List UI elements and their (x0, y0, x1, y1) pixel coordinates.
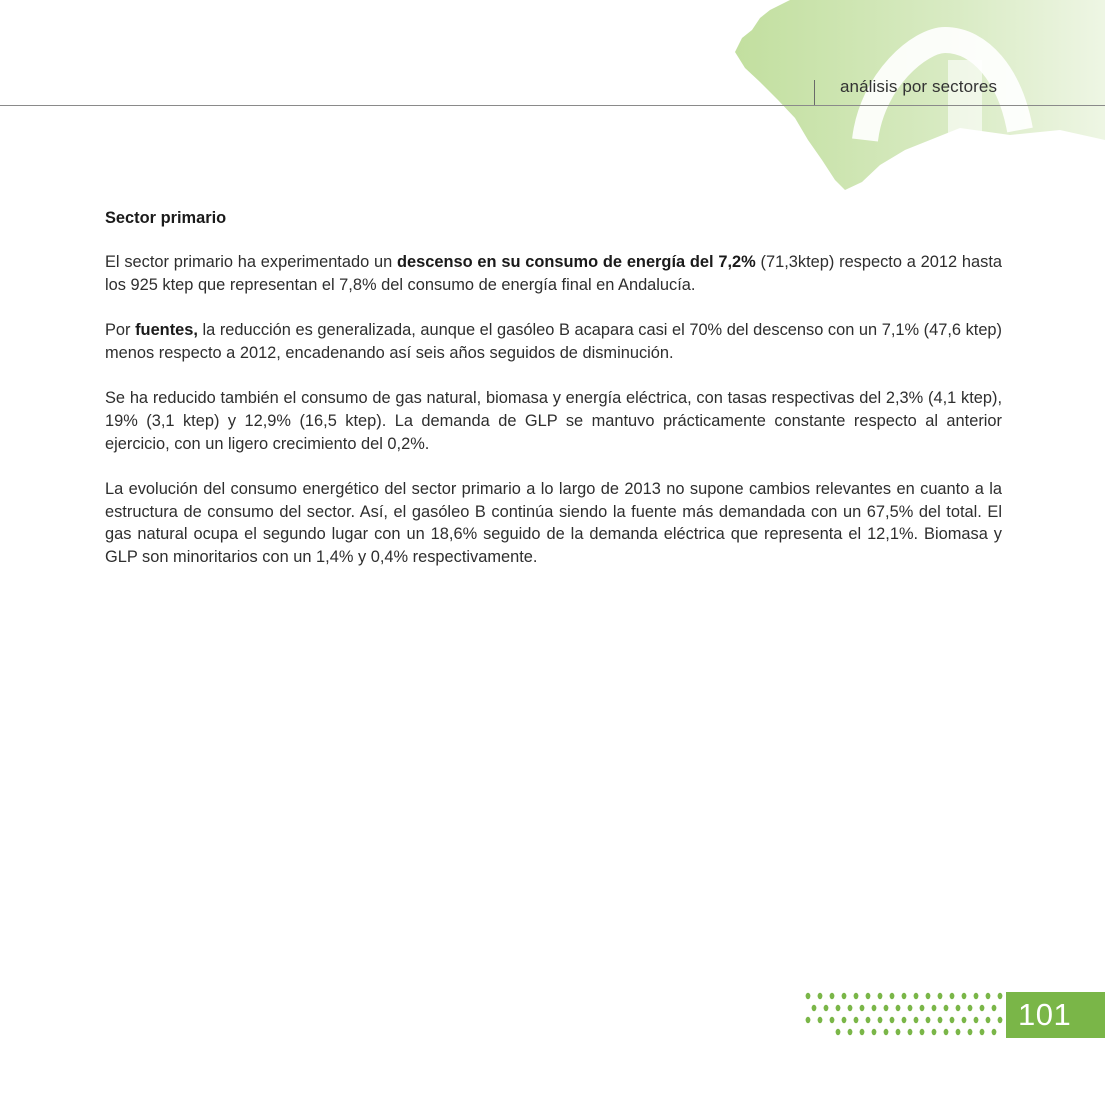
pattern-dot (872, 1029, 877, 1035)
pattern-dot (986, 1017, 991, 1023)
pattern-dot (956, 1029, 961, 1035)
pattern-dot (830, 1017, 835, 1023)
pattern-dot (902, 1017, 907, 1023)
pattern-dot (848, 1029, 853, 1035)
pattern-dot (956, 1005, 961, 1011)
pattern-dot (896, 1029, 901, 1035)
pattern-dot (968, 1005, 973, 1011)
pattern-dot (884, 1005, 889, 1011)
pattern-dot (926, 1017, 931, 1023)
pattern-dot (908, 1029, 913, 1035)
pattern-dot (944, 1029, 949, 1035)
pattern-dot (854, 993, 859, 999)
pattern-dot (860, 1005, 865, 1011)
pattern-dot (824, 1005, 829, 1011)
pattern-dot (926, 993, 931, 999)
pattern-dot (908, 1005, 913, 1011)
pattern-dot (848, 1005, 853, 1011)
pattern-dot (812, 1005, 817, 1011)
pattern-dot (974, 993, 979, 999)
pattern-dot (986, 993, 991, 999)
pattern-dot (992, 1005, 997, 1011)
pattern-dot (818, 1017, 823, 1023)
pattern-dot (914, 1017, 919, 1023)
pattern-dot (818, 993, 823, 999)
pattern-dot (896, 1005, 901, 1011)
pattern-dot (980, 1005, 985, 1011)
pattern-dot (980, 1029, 985, 1035)
pattern-dot (884, 1029, 889, 1035)
section-heading: Sector primario (105, 209, 227, 227)
pattern-dot (944, 1005, 949, 1011)
pattern-dot (992, 1029, 997, 1035)
pattern-dot (872, 1005, 877, 1011)
pattern-dot (866, 993, 871, 999)
pattern-dot (968, 1029, 973, 1035)
paragraph-3: Se ha reducido también el consumo de gas natural, biomasa y energía eléctrica, con tasas respectivas del 2,3% (4,1 ktep), 19% (3,1 ktep) y 12,9% (16,5 ktep). La demanda de GLP se mantuvo prácticamente constante respecto al anterior ejercicio, con un ligero crecimiento del 0,2%. (105, 389, 1002, 453)
emphasis-sources: fuentes, (135, 321, 198, 340)
pattern-dot (920, 1005, 925, 1011)
section-label: análisis por sectores (840, 77, 998, 96)
region-map-icon (0, 0, 1105, 200)
pattern-dot (938, 1017, 943, 1023)
emphasis-decline: descenso en su consumo de energía del 7,2% (397, 253, 756, 271)
pattern-dot (878, 993, 883, 999)
pattern-dot (920, 1029, 925, 1035)
pattern-dot (890, 1017, 895, 1023)
pattern-dot (902, 993, 907, 999)
pattern-dot (938, 993, 943, 999)
pattern-dot (932, 1029, 937, 1035)
pattern-dot (842, 1017, 847, 1023)
pattern-dot (974, 1017, 979, 1023)
pattern-dot (830, 993, 835, 999)
pattern-dot (950, 1017, 955, 1023)
pattern-dot (866, 1017, 871, 1023)
paragraph-4: La evolución del consumo energético del sector primario a lo largo de 2013 no supone cambios relevantes en cuanto a la estructura de consumo del sector. Así, el gasóleo B continúa siendo la fuente más demandada con un 67,5% del total. El gas natural ocupa el segundo lugar con un 18,6% seguido de la demanda eléctrica que representa el 12,1%. Biomasa y GLP son minoritarios con un 1,4% y 0,4% respectivamente. (105, 480, 1002, 566)
article-body (105, 207, 1002, 592)
pattern-dot (806, 1017, 811, 1023)
pattern-dot (950, 993, 955, 999)
paragraph-2: Por fuentes, la reducción es generalizada, aunque el gasóleo B acapara casi el 70% del descenso con un 7,1% (47,6 ktep) menos respecto a 2012, encadenando así seis años seguidos de disminución. (105, 321, 1003, 362)
pattern-dot (854, 1017, 859, 1023)
pattern-dot (836, 1005, 841, 1011)
header-rule (0, 105, 1105, 106)
pattern-dot (998, 1017, 1003, 1023)
dot-pattern-icon (800, 990, 1005, 1040)
pattern-dot (860, 1029, 865, 1035)
pattern-dot (962, 1017, 967, 1023)
pattern-dot (962, 993, 967, 999)
pattern-dot (806, 993, 811, 999)
pattern-dot (998, 993, 1003, 999)
header-divider (814, 80, 815, 105)
page-number: 101 (1018, 997, 1072, 1032)
pattern-dot (932, 1005, 937, 1011)
paragraph-1: El sector primario ha experimentado un descenso en su consumo de energía del 7,2% (71,3ktep) respecto a 2012 hasta los 925 ktep que representan el 7,8% del consumo de energía final en Andalucía. (105, 253, 1003, 294)
pattern-dot (878, 1017, 883, 1023)
pattern-dot (890, 993, 895, 999)
pattern-dot (842, 993, 847, 999)
pattern-dot (914, 993, 919, 999)
pattern-dot (836, 1029, 841, 1035)
